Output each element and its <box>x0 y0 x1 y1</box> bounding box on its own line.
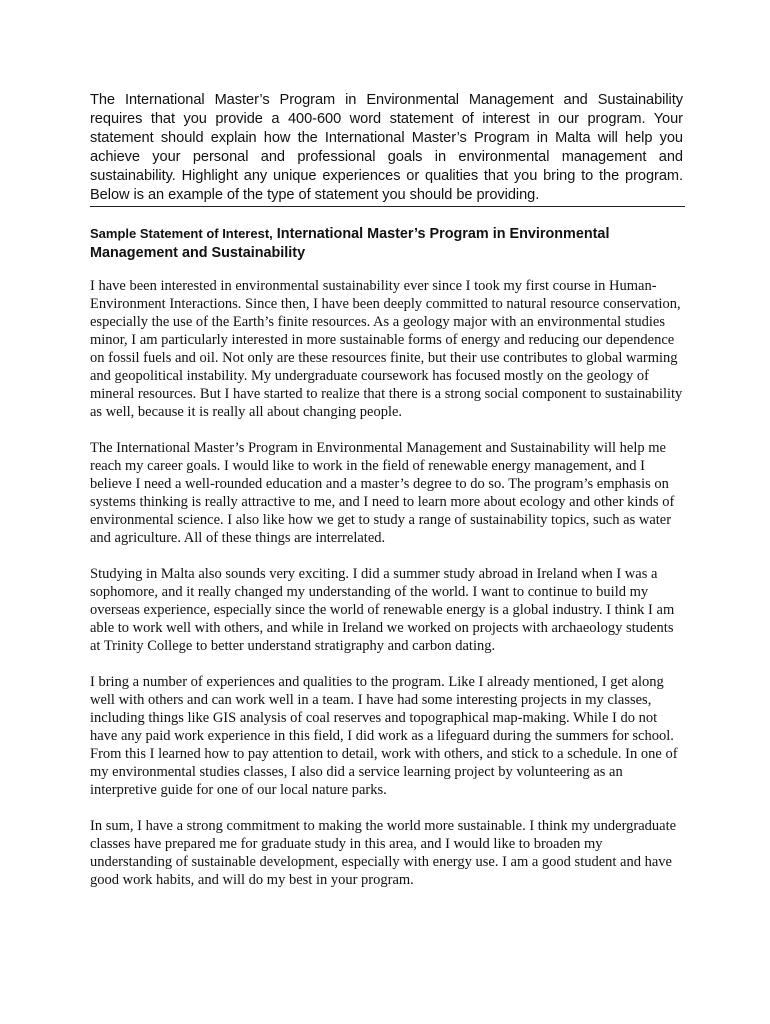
statement-paragraph-1: I have been interested in environmental sustainability ever since I took my first course in Human-Environment Interactions. Since then, I have been deeply committed to natural resource conservation, especially the use of the Earth’s finite resources. As a geology major with an environmental studies minor, I am particularly interested in more sustainable forms of energy and reducing our dependence on fossil fuels and oil. Not only are these resources finite, but their use contributes to global warming and geopolitical instability. My undergraduate coursework has focused mostly on the geology of mineral resources. But I have started to realize that there is a strong social component to sustainability as well, because it is really all about changing people. <box>90 278 683 420</box>
document-page <box>90 91 683 889</box>
statement-body <box>90 277 683 889</box>
instructions-paragraph: The International Master’s Program in Environmental Management and Sustainability requires that you provide a 400-600 word statement of interest in our program. Your statement should explain how the International Master’s Program in Malta will help you achieve your personal and professional goals in environmental management and sustainability. Highlight any unique experiences or qualities that you bring to the program. Below is an example of the type of statement you should be providing. <box>90 92 683 203</box>
sample-heading-lead: Sample Statement of Interest, <box>90 226 273 241</box>
statement-paragraph-3: Studying in Malta also sounds very exciting. I did a summer study abroad in Ireland when I was a sophomore, and it really changed my understanding of the world. I want to continue to build my overseas experience, especially since the world of renewable energy is a global industry. I think I am able to work well with others, and while in Ireland we worked on projects with archaeology students at Trinity College to better understand stratigraphy and carbon dating. <box>90 566 675 654</box>
statement-paragraph-5: In sum, I have a strong commitment to making the world more sustainable. I think my undergraduate classes have prepared me for graduate study in this area, and I would like to broaden my understanding of sustainable development, especially with energy use. I am a good student and have good work habits, and will do my best in your program. <box>90 818 677 888</box>
sample-statement-heading <box>90 224 683 263</box>
sample-heading-title: International Master’s Program in Environmental Management and Sustainability <box>90 226 610 261</box>
statement-paragraph-2: The International Master’s Program in Environmental Management and Sustainability will help me reach my career goals. I would like to work in the field of renewable energy management, and I believe I need a well-rounded education and a master’s degree to do so. The program’s emphasis on systems thinking is really attractive to me, and I need to learn more about ecology and other kinds of environmental science. I also like how we get to study a range of sustainability topics, such as water and agriculture. All of these things are interrelated. <box>90 440 675 546</box>
section-divider <box>90 206 685 207</box>
statement-paragraph-4: I bring a number of experiences and qualities to the program. Like I already mentioned, I get along well with others and can work well in a team. I have had some interesting projects in my classes, including things like GIS analysis of coal reserves and topographical map-making. While I do not have any paid work experience in this field, I did work as a lifeguard during the summers for school. From this I learned how to pay attention to detail, work with others, and stick to a schedule. In one of my environmental studies classes, I also did a service learning project by volunteering as an interpretive guide for one of our local nature parks. <box>90 674 678 798</box>
